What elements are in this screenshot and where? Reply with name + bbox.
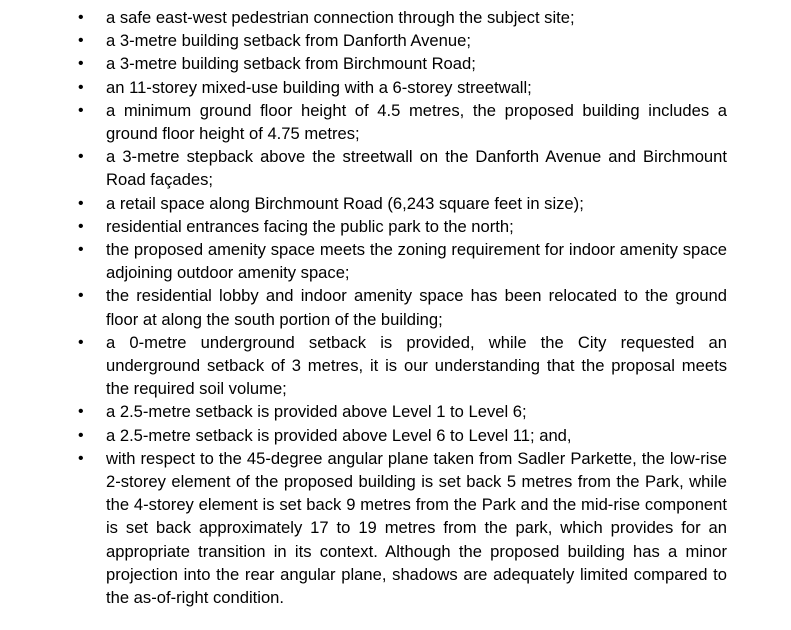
bullet-marker: • xyxy=(78,333,84,351)
list-item-text: with respect to the 45-degree angular plane taken from Sadler Parkette, the low-rise 2-storey element of the proposed building is set back 5 metres from the Park, while the 4-storey element is set back 9 metres from the Park and the mid-rise component is set back approximately 17 to 19 metres from the park, which provides for an appropriate transition in its context. Although the proposed building has a minor projection into the rear angular plane, shadows are adequately limited compared to the as-of-right condition. xyxy=(106,448,727,608)
list-item-text: the proposed amenity space meets the zoning requirement for indoor amenity space adjoining outdoor amenity space; xyxy=(106,240,727,283)
bullet-marker: • xyxy=(78,449,84,467)
list-item-text: a 0-metre underground setback is provided, while the City requested an underground setback of 3 metres, it is our understanding that the proposal meets the required soil volume; xyxy=(106,332,727,399)
list-item-text: a retail space along Birchmount Road (6,243 square feet in size); xyxy=(106,193,584,213)
list-item xyxy=(0,424,727,447)
list-item xyxy=(0,400,727,423)
list-item-text: the residential lobby and indoor amenity space has been relocated to the ground floor at along the south portion of the building; xyxy=(106,286,727,329)
list-item-text: residential entrances facing the public park to the north; xyxy=(106,216,514,236)
list-item xyxy=(0,29,727,52)
bullet-marker: • xyxy=(78,101,84,119)
list-item xyxy=(0,99,727,145)
bullet-marker: • xyxy=(78,241,84,259)
list-item xyxy=(0,447,727,609)
bullet-marker: • xyxy=(78,287,84,305)
bullet-marker: • xyxy=(78,32,84,50)
list-item xyxy=(0,238,727,284)
bullet-marker: • xyxy=(78,9,84,26)
document-page xyxy=(0,6,791,609)
list-item-text: a minimum ground floor height of 4.5 metres, the proposed building includes a ground floor height of 4.75 metres; xyxy=(106,100,727,144)
bullet-marker: • xyxy=(78,78,84,96)
list-item-text: a 3-metre building setback from Danforth Avenue; xyxy=(106,31,471,51)
bullet-marker: • xyxy=(78,55,84,73)
bullet-marker: • xyxy=(78,148,84,166)
list-item-text: an 11-storey mixed-use building with a 6-storey streetwall; xyxy=(106,77,532,97)
list-item-text: a safe east-west pedestrian connection through the subject site; xyxy=(106,8,575,27)
list-item xyxy=(0,331,727,401)
list-item xyxy=(0,6,727,29)
list-item xyxy=(0,192,727,215)
list-item xyxy=(0,284,727,330)
list-item-text: a 2.5-metre setback is provided above Level 6 to Level 11; and, xyxy=(106,425,572,445)
list-item-text: a 3-metre building setback from Birchmount Road; xyxy=(106,54,476,74)
list-item xyxy=(0,145,727,191)
bullet-marker: • xyxy=(78,426,84,444)
list-item xyxy=(0,52,727,75)
list-item-text: a 2.5-metre setback is provided above Level 1 to Level 6; xyxy=(106,402,527,422)
list-item xyxy=(0,76,727,99)
list-item-text: a 3-metre stepback above the streetwall on the Danforth Avenue and Birchmount Road façades; xyxy=(106,147,727,190)
bullet-list xyxy=(0,6,791,609)
bullet-marker: • xyxy=(78,403,84,421)
list-item xyxy=(0,215,727,238)
bullet-marker: • xyxy=(78,194,84,212)
bullet-marker: • xyxy=(78,217,84,235)
